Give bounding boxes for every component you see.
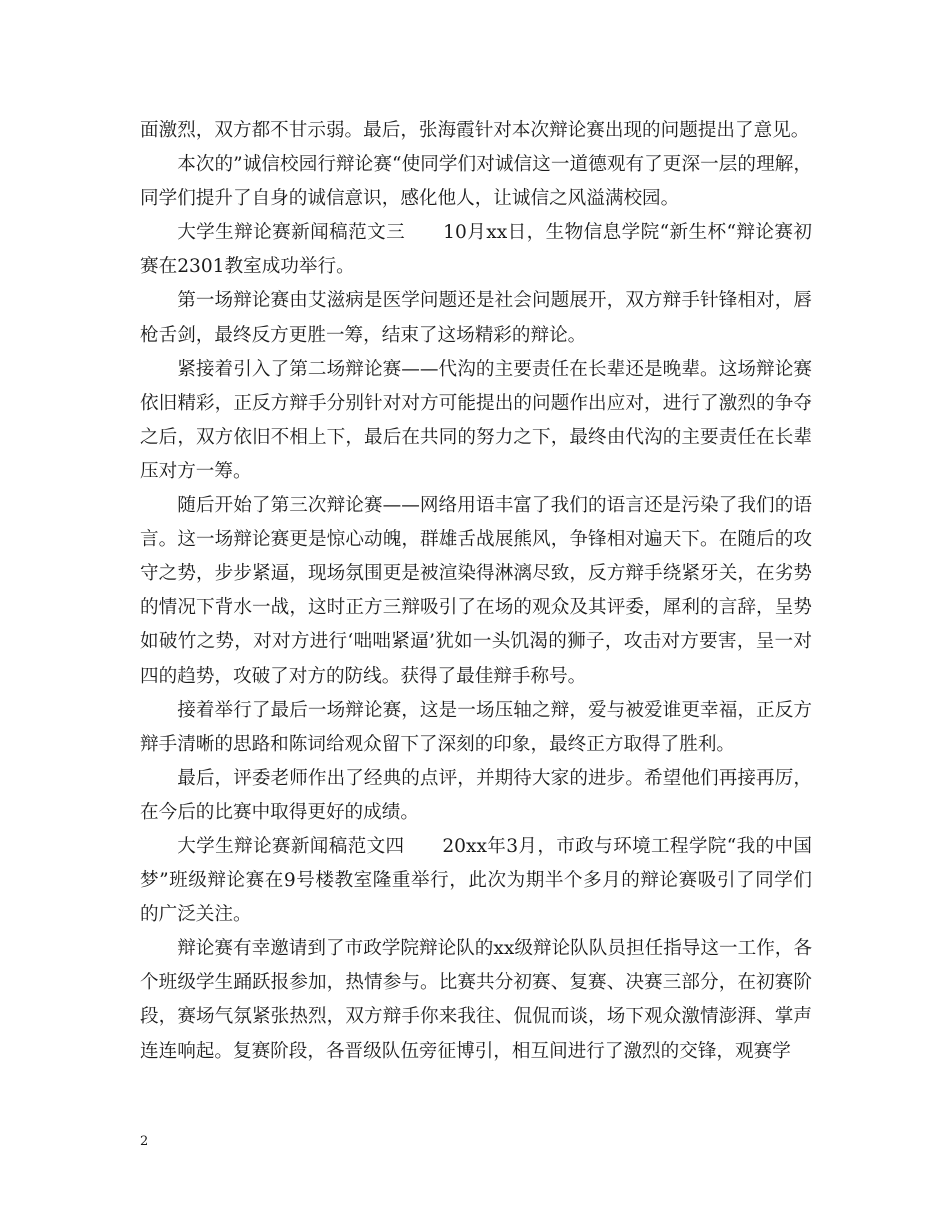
paragraph-6: 随后开始了第三次辩论赛——网络用语丰富了我们的语言还是污染了我们的语言。这一场辩论赛更是惊心动魄，群雄舌战展熊风，争锋相对遍天下。在随后的攻守之势，步步紧逼，现场氛围更是被渲染得淋漓尽致，反方辩手绕紧牙关，在劣势的情况下背水一战，这时正方三辩吸引了在场的观众及其评委，犀利的言辞，呈势如破竹之势，对对方进行‘咄咄紧逼’犹如一头饥渴的狮子，攻击对方要害，呈一对四的趋势，攻破了对方的防线。获得了最佳辩手称号。 [140, 495, 812, 687]
paragraph-4: 第一场辩论赛由艾滋病是医学问题还是社会问题展开，双方辩手针锋相对，唇枪舌剑，最终反方更胜一筹，结束了这场精彩的辩论。 [140, 290, 812, 346]
paragraph-2: 本次的”诚信校园行辩论赛“使同学们对诚信这一道德观有了更深一层的理解，同学们提升了自身的诚信意识，感化他人，让诚信之风溢满校园。 [140, 154, 812, 210]
paragraph-8: 最后，评委老师作出了经典的点评，并期待大家的进步。希望他们再接再厉，在今后的比赛中取得更好的成绩。 [140, 767, 812, 823]
paragraph-9: 大学生辩论赛新闻稿范文四 20xx年3月，市政与环境工程学院“我的中国梦”班级辩论赛在9号楼教室隆重举行，此次为期半个多月的辩论赛吸引了同学们的广泛关注。 [140, 835, 812, 926]
paragraph-10: 辩论赛有幸邀请到了市政学院辩论队的xx级辩论队队员担任指导这一工作，各个班级学生踊跃报参加，热情参与。比赛共分初赛、复赛、决赛三部分，在初赛阶段，赛场气氛紧张热烈，双方辩手你来我往、侃侃而谈，场下观众激情澎湃、掌声连连响起。复赛阶段，各晋级队伍旁征博引，相互间进行了激烈的交锋，观赛学 [140, 938, 812, 1062]
paragraph-1: 面激烈，双方都不甘示弱。最后，张海霞针对本次辩论赛出现的问题提出了意见。 [140, 120, 810, 141]
paragraph-5: 紧接着引入了第二场辩论赛——代沟的主要责任在长辈还是晚辈。这场辩论赛依旧精彩，正反方辩手分别针对对方可能提出的问题作出应对，进行了激烈的争夺之后，双方依旧不相上下，最后在共同的努力之下，最终由代沟的主要责任在长辈压对方一筹。 [140, 358, 812, 482]
paragraph-3: 大学生辩论赛新闻稿范文三 10月xx日，生物信息学院“新生杯“辩论赛初赛在2301教室成功举行。 [140, 222, 812, 278]
page-number: 2 [140, 1134, 149, 1149]
paragraph-7: 接着举行了最后一场辩论赛，这是一场压轴之辩，爱与被爱谁更幸福，正反方辩手清晰的思路和陈词给观众留下了深刻的印象，最终正方取得了胜利。 [140, 699, 812, 755]
document-body [140, 114, 812, 1069]
